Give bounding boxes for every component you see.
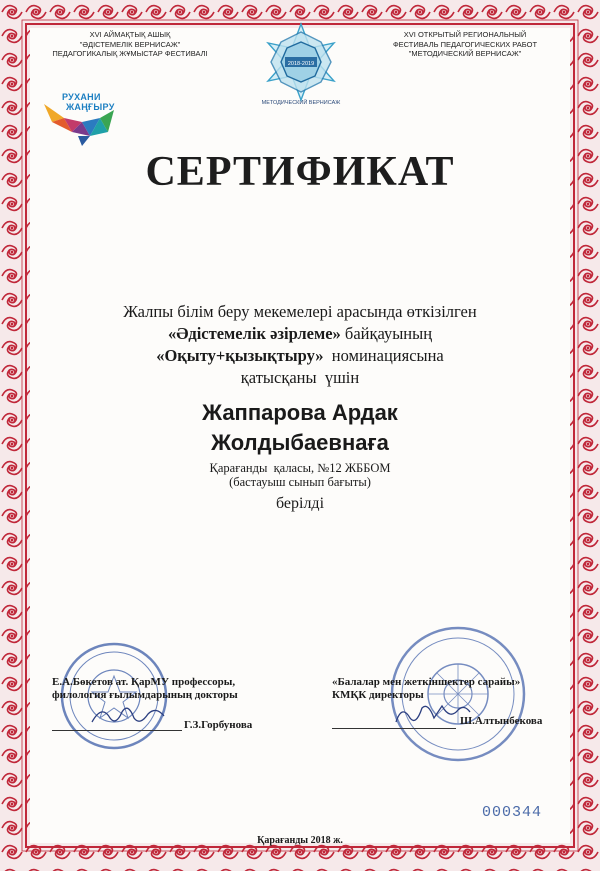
right-signatory-name: Ш.Алтынбекова — [460, 715, 543, 727]
certificate-body — [60, 301, 540, 389]
header-left-line: "ӘДІСТЕМЕЛІК ВЕРНИСАЖ" — [79, 39, 181, 49]
body-line-3 — [60, 345, 540, 367]
left-signatory-title — [52, 676, 292, 702]
logo-year: 2018-2019 — [287, 61, 315, 67]
header-right-line: ФЕСТИВАЛЬ ПЕДАГОГИЧЕСКИХ РАБОТ — [392, 39, 538, 49]
recipient-name-line-1: Жаппарова Ардак — [202, 400, 398, 425]
header-left-text — [40, 30, 220, 59]
header-right-line: "МЕТОДИЧЕСКИЙ ВЕРНИСАЖ" — [408, 49, 522, 58]
header-left-line: XVI АЙМАҚТЫҚ АШЫҚ — [89, 30, 171, 39]
logo-caption: МЕТОДИЧЕСКИЙ ВЕРНИСАЖ — [261, 100, 341, 106]
body-line-4: қатысқаны үшін — [240, 368, 360, 387]
certificate-title: СЕРТИФИКАТ — [145, 149, 455, 195]
logo-left-line: ЖАҢҒЫРУ — [66, 102, 115, 112]
body-line-2 — [60, 323, 540, 345]
recipient-name-line-2: Жолдыбаевнаға — [211, 430, 389, 455]
left-signature-line — [52, 730, 182, 731]
right-signatory-line-2: КМҚК директоры — [332, 689, 424, 701]
footer-city-year: Қарағанды 2018 ж. — [257, 835, 343, 846]
logo-left-line: РУХАНИ — [62, 92, 101, 102]
body-line-1: Жалпы білім беру мекемелері арасында өткізілген — [123, 302, 477, 321]
serial-number: 000344 — [482, 804, 543, 821]
body-line-3-rest: номинациясына — [323, 346, 444, 365]
recipient-place — [0, 461, 600, 489]
contest-name: «Әдістемелік әзірлеме» — [167, 324, 341, 343]
place-line-2: (бастауыш сынып бағыты) — [229, 475, 371, 489]
left-handwritten-signature — [88, 700, 168, 730]
right-signature-line — [332, 728, 456, 729]
header-left-line: ПЕДАГОГИКАЛЫҚ ЖҰМЫСТАР ФЕСТИВАЛІ — [52, 49, 208, 58]
header-right-line: XVI ОТКРЫТЫЙ РЕГИОНАЛЬНЫЙ — [403, 30, 527, 39]
header-right-text — [370, 30, 560, 59]
left-signatory-line-2: филология ғылымдарының докторы — [52, 689, 238, 701]
left-signatory-line-1: Е.А.Бөкетов ат. ҚарМУ профессоры, — [52, 676, 236, 688]
recipient-name — [0, 398, 600, 458]
given-text: берілді — [275, 495, 325, 512]
rukhani-zhangyru-text — [62, 92, 115, 112]
left-signatory-name: Г.З.Горбунова — [184, 719, 253, 731]
place-line-1: Қарағанды қаласы, №12 ЖББОМ — [209, 461, 391, 475]
nomination-name: «Оқыту+қызықтыру» — [156, 346, 324, 365]
body-line-2-rest: байқауының — [340, 324, 433, 343]
right-signatory-line-1: «Балалар мен жеткіншектер сарайы» — [332, 676, 521, 688]
